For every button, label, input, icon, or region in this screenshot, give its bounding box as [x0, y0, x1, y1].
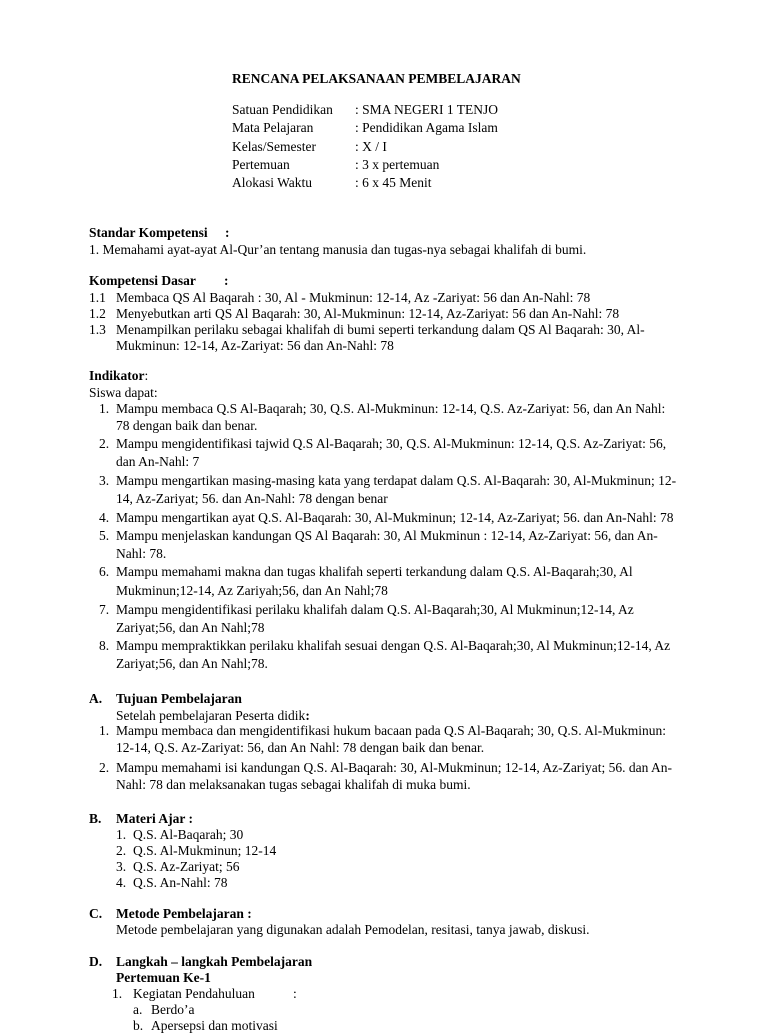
kd-heading: Kompetensi Dasar: [89, 273, 196, 288]
indikator-text: Mampu mengartikan ayat Q.S. Al-Baqarah: 30, Al-Mukminun; 12-14, Az-Zariyat; 56. dan An-Nahl: 78: [116, 510, 674, 525]
indikator-text: Zariyat;56, dan An Nahl;78: [116, 620, 265, 635]
indikator-num: 4.: [99, 510, 110, 525]
section-letter: C.: [89, 906, 103, 921]
document-title: RENCANA PELAKSANAAN PEMBELAJARAN: [232, 71, 521, 86]
kd-colon: :: [224, 273, 229, 288]
tujuan-text: Nahl: 78 dan melaksanakan tugas sebagai khalifah di muka bumi.: [116, 777, 471, 792]
materi-text: Q.S. Al-Mukminun; 12-14: [133, 843, 277, 858]
kd-num: 1.1: [89, 290, 106, 305]
indikator-text: Mukminun;12-14, Az Zariyah;56, dan An Nahl;78: [116, 583, 388, 598]
kd-num: 1.3: [89, 322, 106, 337]
materi-num: 4.: [116, 875, 127, 890]
indikator-text: Zariyat;56, dan An Nahl;78.: [116, 656, 268, 671]
meta-value: : Pendidikan Agama Islam: [355, 120, 498, 135]
tujuan-intro: Setelah pembelajaran Peserta didik: [116, 708, 306, 723]
meta-label: Alokasi Waktu: [232, 175, 313, 190]
tujuan-heading: Tujuan Pembelajaran: [116, 691, 242, 706]
langkah-subitem-text: Berdo’a: [151, 1002, 195, 1017]
indikator-colon: :: [144, 368, 149, 383]
materi-heading: Materi Ajar :: [116, 811, 193, 826]
tujuan-text: 12-14, Q.S. Az-Zariyat: 56, dan An Nahl: 78 dengan baik dan benar.: [116, 740, 485, 755]
section-letter: A.: [89, 691, 103, 706]
indikator-heading: Indikator: [89, 368, 145, 383]
kd-text: Membaca QS Al Baqarah : 30, Al - Mukminun: 12-14, Az -Zariyat: 56 dan An-Nahl: 78: [116, 290, 591, 305]
indikator-num: 6.: [99, 564, 110, 579]
kd-text: Menampilkan perilaku sebagai khalifah di bumi seperti terkandung dalam QS Al Baqarah: 30, Al-: [116, 322, 645, 337]
section-letter: D.: [89, 954, 103, 969]
langkah-subitem-num: a.: [133, 1002, 143, 1017]
indikator-num: 1.: [99, 401, 110, 416]
materi-text: Q.S. Az-Zariyat; 56: [133, 859, 240, 874]
langkah-heading: Langkah – langkah Pembelajaran: [116, 954, 313, 969]
indikator-text: Mampu memahami makna dan tugas khalifah seperti terkandung dalam Q.S. Al-Baqarah;30, Al: [116, 564, 633, 579]
indikator-text: Mampu mengidentifikasi perilaku khalifah dalam Q.S. Al-Baqarah;30, Al Mukminun;12-14, Az: [116, 602, 634, 617]
indikator-text: Mampu membaca Q.S Al-Baqarah; 30, Q.S. Al-Mukminun: 12-14, Q.S. Az-Zariyat: 56, dan An Nahl:: [116, 401, 666, 416]
indikator-num: 3.: [99, 473, 110, 488]
meta-label: Pertemuan: [232, 157, 290, 172]
indikator-text: 78 dengan baik dan benar.: [116, 418, 258, 433]
langkah-subheading: Pertemuan Ke-1: [116, 970, 211, 985]
meta-value: : X / I: [355, 139, 387, 154]
standar-heading: Standar Kompetensi: [89, 225, 208, 240]
langkah-step-label: Kegiatan Pendahuluan: [133, 986, 255, 1001]
indikator-text: Mampu mengartikan masing-masing kata yang terdapat dalam Q.S. Al-Baqarah: 30, Al-Mukminun; 12-: [116, 473, 677, 488]
indikator-intro: Siswa dapat:: [89, 385, 158, 400]
indikator-num: 5.: [99, 528, 110, 543]
meta-value: : 6 x 45 Menit: [355, 175, 432, 190]
meta-label: Satuan Pendidikan: [232, 102, 333, 117]
meta-value: : 3 x pertemuan: [355, 157, 440, 172]
kd-text: Mukminun: 12-14, Az-Zariyat: 56 dan An-Nahl: 78: [116, 338, 394, 353]
indikator-heading-row: [89, 367, 148, 385]
tujuan-num: 1.: [99, 723, 110, 738]
metode-heading: Metode Pembelajaran :: [116, 906, 252, 921]
langkah-subitem-num: b.: [133, 1018, 144, 1033]
tujuan-intro-colon: :: [305, 708, 310, 723]
indikator-text: dan An-Nahl: 7: [116, 454, 200, 469]
materi-num: 1.: [116, 827, 127, 842]
kd-num: 1.2: [89, 306, 106, 321]
materi-num: 2.: [116, 843, 127, 858]
metode-text: Metode pembelajaran yang digunakan adalah Pemodelan, resitasi, tanya jawab, diskusi.: [116, 922, 590, 937]
indikator-num: 2.: [99, 436, 110, 451]
tujuan-text: Mampu memahami isi kandungan Q.S. Al-Baqarah: 30, Al-Mukminun; 12-14, Az-Zariyat; 56. dan An-: [116, 760, 673, 775]
langkah-subitem-text: Apersepsi dan motivasi: [151, 1018, 278, 1033]
tujuan-text: Mampu membaca dan mengidentifikasi hukum bacaan pada Q.S Al-Baqarah; 30, Q.S. Al-Mukminun:: [116, 723, 667, 738]
materi-text: Q.S. An-Nahl: 78: [133, 875, 228, 890]
meta-label: Mata Pelajaran: [232, 120, 314, 135]
standar-colon: :: [225, 225, 230, 240]
standar-line: 1. Memahami ayat-ayat Al-Qur’an tentang manusia dan tugas-nya sebagai khalifah di bumi.: [89, 242, 587, 257]
materi-num: 3.: [116, 859, 127, 874]
indikator-text: Mampu mengidentifikasi tajwid Q.S Al-Baqarah; 30, Q.S. Al-Mukminun: 12-14, Q.S. Az-Zariyat: 56,: [116, 436, 667, 451]
indikator-num: 8.: [99, 638, 110, 653]
indikator-text: Mampu mempraktikkan perilaku khalifah sesuai dengan Q.S. Al-Baqarah;30, Al Mukminun;12-14, Az: [116, 638, 671, 653]
langkah-step-num: 1.: [112, 986, 123, 1001]
tujuan-num: 2.: [99, 760, 110, 775]
indikator-num: 7.: [99, 602, 110, 617]
indikator-text: Nahl: 78.: [116, 546, 167, 561]
section-letter: B.: [89, 811, 102, 826]
meta-label: Kelas/Semester: [232, 139, 316, 154]
materi-text: Q.S. Al-Baqarah; 30: [133, 827, 244, 842]
meta-value: : SMA NEGERI 1 TENJO: [355, 102, 499, 117]
indikator-text: 14, Az-Zariyat; 56. dan An-Nahl: 78 dengan benar: [116, 491, 388, 506]
indikator-text: Mampu menjelaskan kandungan QS Al Baqarah: 30, Al Mukminun : 12-14, Az-Zariyat: 56, dan An-: [116, 528, 658, 543]
kd-text: Menyebutkan arti QS Al Baqarah: 30, Al-Mukminun: 12-14, Az-Zariyat: 56 dan An-Nahl: 78: [116, 306, 620, 321]
langkah-step-colon: :: [293, 986, 297, 1001]
